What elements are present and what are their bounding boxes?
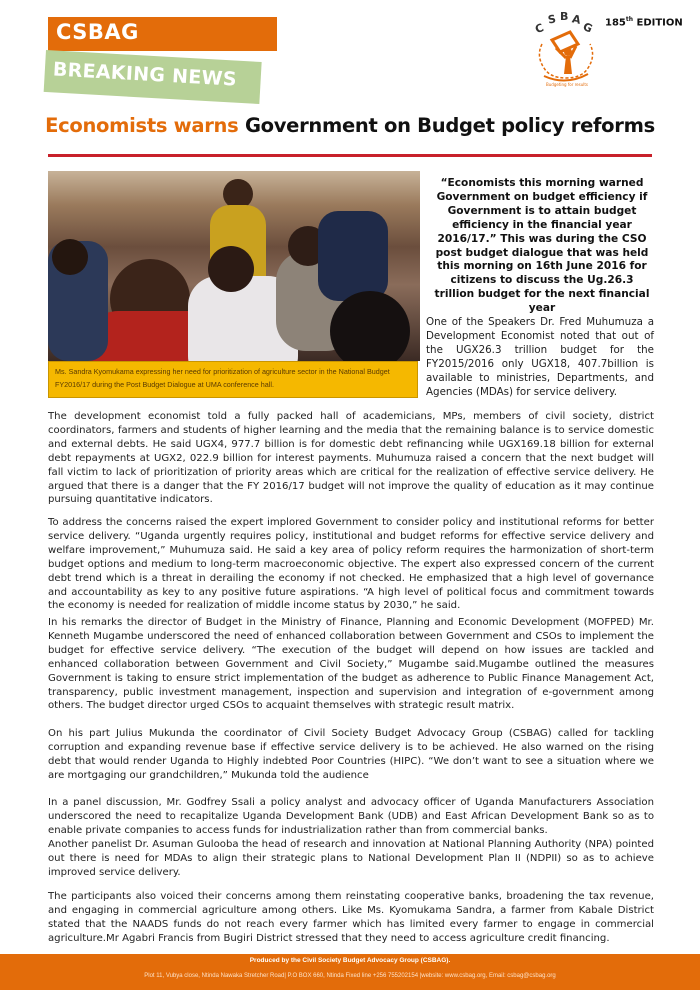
csbag-logo xyxy=(530,10,600,88)
headline-accent: Economists warns xyxy=(45,114,239,137)
article-paragraph-1 xyxy=(48,410,654,507)
headline-divider xyxy=(48,154,652,157)
breaking-news-label: BREAKING NEWS xyxy=(52,58,238,91)
svg-text:Budgeting for results: Budgeting for results xyxy=(546,82,589,87)
article-paragraph-4 xyxy=(48,727,654,783)
edition-text: EDITION xyxy=(636,17,683,29)
edition-label xyxy=(605,16,683,28)
article-paragraph-5 xyxy=(48,796,654,879)
svg-text:A: A xyxy=(570,12,582,27)
paragraph-text: The participants also voiced their concerns among them reinstating cooperative banks, broadening the tax revenue, and engaging in commercial agriculture among others. Like Ms. Kyomukama Sandra, a farmer from Kabale District stated that the NAADS funds do not reach every farmer which has limited every farmer to engage in commercial agriculture.Mr Agabri Francis from Bugiri District stressed that they need to access agriculture credit financing. xyxy=(48,891,654,944)
paragraph-text: In a panel discussion, Mr. Godfrey Ssali a policy analyst and advocacy officer of Uganda Manufacturers Association underscored the need to recapitalize Uganda Development Bank (UDB) and East African Development Bank so as to enable private companies to access funds for industrialization rather than from commercial banks. xyxy=(48,797,654,836)
edition-number: 185 xyxy=(605,17,626,29)
page-title xyxy=(0,114,700,137)
svg-text:B: B xyxy=(560,10,569,23)
svg-text:S: S xyxy=(546,12,557,27)
article-paragraph-2 xyxy=(48,516,654,613)
paragraph-text: On his part Julius Mukunda the coordinator of Civil Society Budget Advocacy Group (CSBAG) called for tackling corruption and expanding revenue base if effective service delivery is to be achieved. He also warned on the rising debt that would render Uganda to Highly indebted Poor Countries (HIPC). “We don’t want to see a situation where we are mortgaging our grandchildren,” Mukunda told the audience xyxy=(48,728,654,781)
footer-produced-by: Produced by the Civil Society Budget Advocacy Group (CSBAG). xyxy=(249,957,451,964)
brand-banner xyxy=(48,17,277,51)
pull-quote: “Economists this morning warned Government on budget efficiency if Government is to attain budget efficiency in the financial year 2016/17.” This was during the CSO post budget dialogue that was held this morning on 16th June 2016 for citizens to discuss the Ug.26.3 trillion budget for the next financial year xyxy=(434,177,650,315)
paragraph-text: To address the concerns raised the expert implored Government to consider policy and institutional reforms for better service delivery. “Uganda urgently requires policy, institutional and budget reforms for effective service delivery and welfare improvement,” Muhumuza said. He said a key area of policy reform requires the harmonization of short-term budget options and medium to long-term macroeconomic objective. The expert also expressed concern of the current debt trend which is a threat in derailing the economy if not checked. He emphasized that a high level of governance and accountability as key to any positive future aspirations. “A high level of political focus and commitment towards the economy is needed for realization of middle income status by 2030,” he said. xyxy=(48,517,654,612)
brand-label: CSBAG xyxy=(56,20,139,44)
side-paragraph: One of the Speakers Dr. Fred Muhumuza a Development Economist noted that out of the UGX26.3 trillion budget for the FY2015/2016 only UGX18, 407.7billion is available to ministries, Departments, and Agencies (MDAs) for service delivery. xyxy=(426,316,654,398)
article-paragraph-6 xyxy=(48,890,654,946)
svg-text:G: G xyxy=(580,19,595,36)
photo-caption: Ms. Sandra Kyomukama expressing her need for prioritization of agriculture sector in the National Budget FY2016/17 during the Post Budget Dialogue at UMA conference hall. xyxy=(48,361,418,398)
paragraph-text: Another panelist Dr. Asuman Gulooba the head of research and innovation at National Planning Authority (NPA) pointed out there is need for MDAs to align their strategic plans to National Development Plan II (NDPII) so as to achieve improved service delivery. xyxy=(48,838,654,878)
event-photo xyxy=(48,171,420,361)
footer xyxy=(0,954,700,990)
paragraph-text: In his remarks the director of Budget in the Ministry of Finance, Planning and Economic Development (MOFPED) Mr. Kenneth Mugambe underscored the need of enhanced collaboration between Government and CSOs to implement the budget for effective service delivery. “The execution of the budget will depend on how issues are tackled and enhanced collaboration between Government and Civil Society,” Mugambe said.Mugambe outlined the measures Government is taking to ensure strict implementation of the budget as adherence to Public Finance Management Act, transparency, public investment management, inspection and supervision and integration of e-government among others. The budget director urged CSOs to acquaint themselves with strategic result matrix. xyxy=(48,617,654,712)
article-paragraph-3 xyxy=(48,616,654,713)
paragraph-text: The development economist told a fully packed hall of academicians, MPs, members of civil society, district coordinators, farmers and students of higher learning and the media that the remaining balance is to service domestic and external debts. He said UGX4, 977.7 billion is for domestic debt refinancing while UGX169.18 billion for external debt repayments at UGX2, 022.9 billion for interest payments. Muhumuza raised a concern that the next budget will fall victim to lack of prioritization of priority areas which are critical for the realization of effective service delivery. He argued that there is a danger that the FY 2016/17 budget will not improve the quality of education as it may continue pursuing quantitative indicators. xyxy=(48,411,654,506)
breaking-news-banner xyxy=(44,50,262,104)
headline-rest: Government on Budget policy reforms xyxy=(244,114,655,137)
edition-suffix: th xyxy=(625,16,634,23)
person-holding-house-icon xyxy=(530,10,600,88)
svg-text:C: C xyxy=(533,21,546,37)
footer-contact: Plot 11, Vubya close, Ntinda Nawaka Stretcher Road| P.O BOX 660, Ntinda Fixed line +256 755202154 |website: www.csbag.org, Email: csbag@csbag.org xyxy=(144,973,556,979)
